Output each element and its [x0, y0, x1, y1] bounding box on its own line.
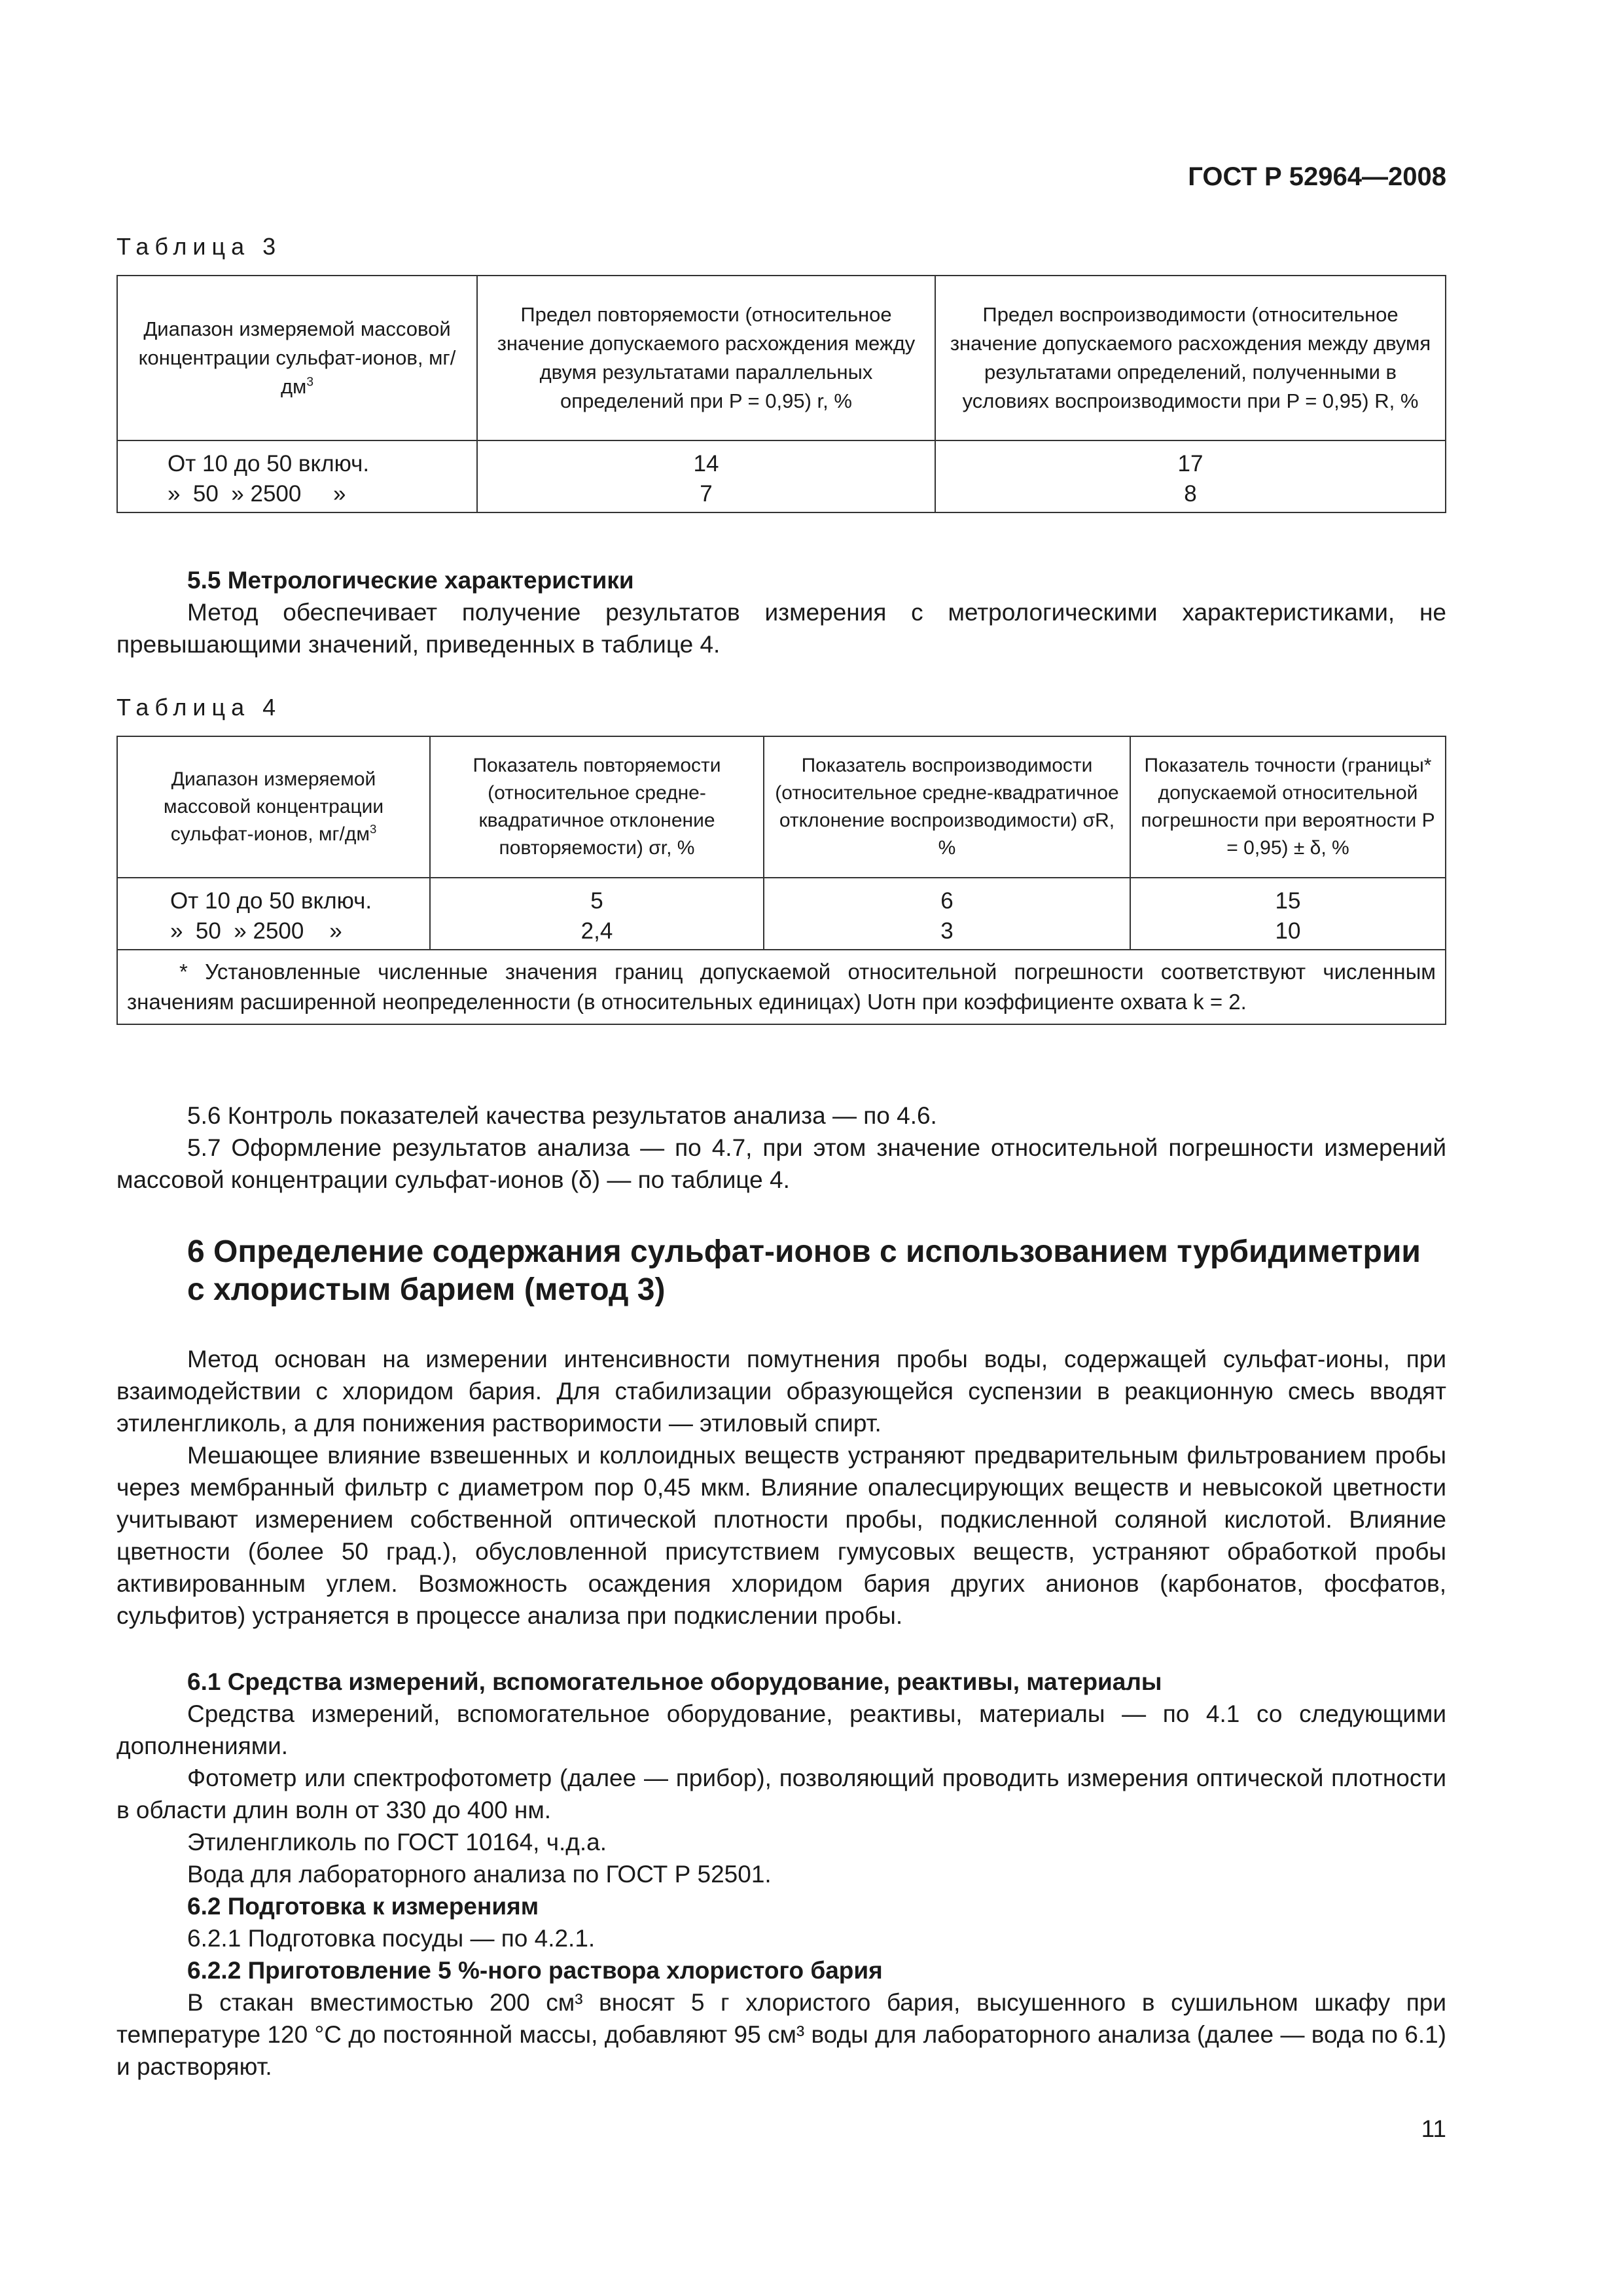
- table3-header-repeatability: Предел повторяемости (относительное значение допускаемого расхождения между двумя результатами параллельных определений при P = 0,95) r, %: [477, 276, 935, 440]
- section-5-5-title: 5.5 Метрологические характеристики: [187, 567, 634, 594]
- table4-row1-sr: 5: [430, 878, 764, 916]
- section-6-1-p4: Вода для лабораторного анализа по ГОСТ Р 52501.: [187, 1861, 772, 1888]
- table3: [116, 275, 1446, 513]
- table4-header-reproducibility: Показатель воспроизводимости (относительное средне-квадратичное отклонение воспроизводимости) σR, %: [764, 736, 1130, 878]
- section-6-2-title: 6.2 Подготовка к измерениям: [187, 1893, 539, 1920]
- paragraph-5-7: 5.7 Оформление результатов анализа — по 4.7, при этом значение относительной погрешности измерений массовой концентрации сульфат-ионов (δ) — по таблице 4.: [116, 1134, 1446, 1193]
- table4-row2-range: » 50 » 2500 »: [117, 916, 430, 950]
- section-6-2-2-title: 6.2.2 Приготовление 5 %-ного раствора хлористого бария: [187, 1957, 883, 1984]
- section-6-1-title: 6.1 Средства измерений, вспомогательное оборудование, реактивы, материалы: [187, 1668, 1162, 1695]
- section-6-1-p1: Средства измерений, вспомогательное оборудование, реактивы, материалы — по 4.1 со следующими дополнениями.: [116, 1700, 1446, 1759]
- table3-row1-R: 17: [935, 440, 1446, 479]
- table3-header-reproducibility: Предел воспроизводимости (относительное значение допускаемого расхождения между двумя результатами определений, полученными в условиях воспроизводимости при P = 0,95) R, %: [935, 276, 1446, 440]
- table3-row1-range: От 10 до 50 включ.: [117, 440, 477, 479]
- table3-row2-r: 7: [477, 479, 935, 512]
- table4-row1-d: 15: [1130, 878, 1446, 916]
- section-6-1-p2: Фотометр или спектрофотометр (далее — прибор), позволяющий проводить измерения оптической плотности в области длин волн от 330 до 400 нм.: [116, 1765, 1446, 1823]
- table4-caption: Таблица 4: [116, 694, 282, 721]
- table4: [116, 736, 1446, 1025]
- table4-footnote: * Установленные численные значения границ допускаемой относительной погрешности соответствуют численным значениям расширенной неопределенности (в относительных единицах) Uотн при коэффициенте охвата k = 2.: [117, 950, 1446, 1024]
- table3-header-range: Диапазон измеряемой массовой концентрации сульфат-ионов, $мг/дм^3$: [117, 276, 477, 440]
- table4-row2-sr: 2,4: [430, 916, 764, 950]
- table3-caption: Таблица 3: [116, 233, 282, 260]
- section-6-intro-1: Метод основан на измерении интенсивности помутнения пробы воды, содержащей сульфат-ионы, при взаимодействии с хлоридом бария. Для стабилизации образующейся суспензии в реакционную смесь вводят этиленгликоль, а для понижения растворимости — этиловый спирт.: [116, 1346, 1446, 1437]
- table3-row1-r: 14: [477, 440, 935, 479]
- section-6-intro-2: Мешающее влияние взвешенных и коллоидных веществ устраняют предварительным фильтрованием пробы через мембранный фильтр с диаметром пор 0,45 мкм. Влияние опалесцирующих веществ и невысокой цветности учитывают измерением собственной оптической плотности пробы, подкисленной соляной кислотой. Влияние цветности (более 50 град.), обусловленной присутствием гумусовых веществ, устраняют обработкой пробы активированным углем. Возможность осаждения хлоридом бария других анионов (карбонатов, фосфатов, сульфитов) устраняется в процессе анализа при подкислении пробы.: [116, 1442, 1446, 1629]
- table3-row2-range: » 50 » 2500 »: [117, 479, 477, 512]
- section-6-2-1: 6.2.1 Подготовка посуды — по 4.2.1.: [187, 1925, 596, 1952]
- table4-header-repeatability: Показатель повторяемости (относительное средне-квадратичное отклонение повторяемости) σr, %: [430, 736, 764, 878]
- table4-row2-d: 10: [1130, 916, 1446, 950]
- table4-header-range: Диапазон измеряемой массовой концентрации сульфат-ионов, $мг/дм^3$: [117, 736, 430, 878]
- table4-row1-sR: 6: [764, 878, 1130, 916]
- table4-row2-sR: 3: [764, 916, 1130, 950]
- section-6-1-p3: Этиленгликоль по ГОСТ 10164, ч.д.а.: [187, 1829, 607, 1856]
- page-number: 11: [1421, 2115, 1446, 2142]
- standard-number: ГОСТ Р 52964—2008: [1188, 162, 1446, 191]
- table3-row2-R: 8: [935, 479, 1446, 512]
- section-6-heading: 6 Определение содержания сульфат-ионов с использованием турбидиметрии с хлористым барием (метод 3): [187, 1234, 1421, 1307]
- table4-header-accuracy: Показатель точности (границы* допускаемой относительной погрешности при вероятности P = 0,95) ± δ, %: [1130, 736, 1446, 878]
- section-6-2-2-text: В стакан вместимостью 200 см³ вносят 5 г хлористого бария, высушенного в сушильном шкафу при температуре 120 °С до постоянной массы, добавляют 95 см³ воды для лабораторного анализа (далее — вода по 6.1) и растворяют.: [116, 1989, 1446, 2080]
- table4-row1-range: От 10 до 50 включ.: [117, 878, 430, 916]
- section-5-5-text: Метод обеспечивает получение результатов измерения с метрологическими характеристиками, не превышающими значений, приведенных в таблице 4.: [116, 599, 1446, 658]
- paragraph-5-6: 5.6 Контроль показателей качества результатов анализа — по 4.6.: [187, 1102, 937, 1129]
